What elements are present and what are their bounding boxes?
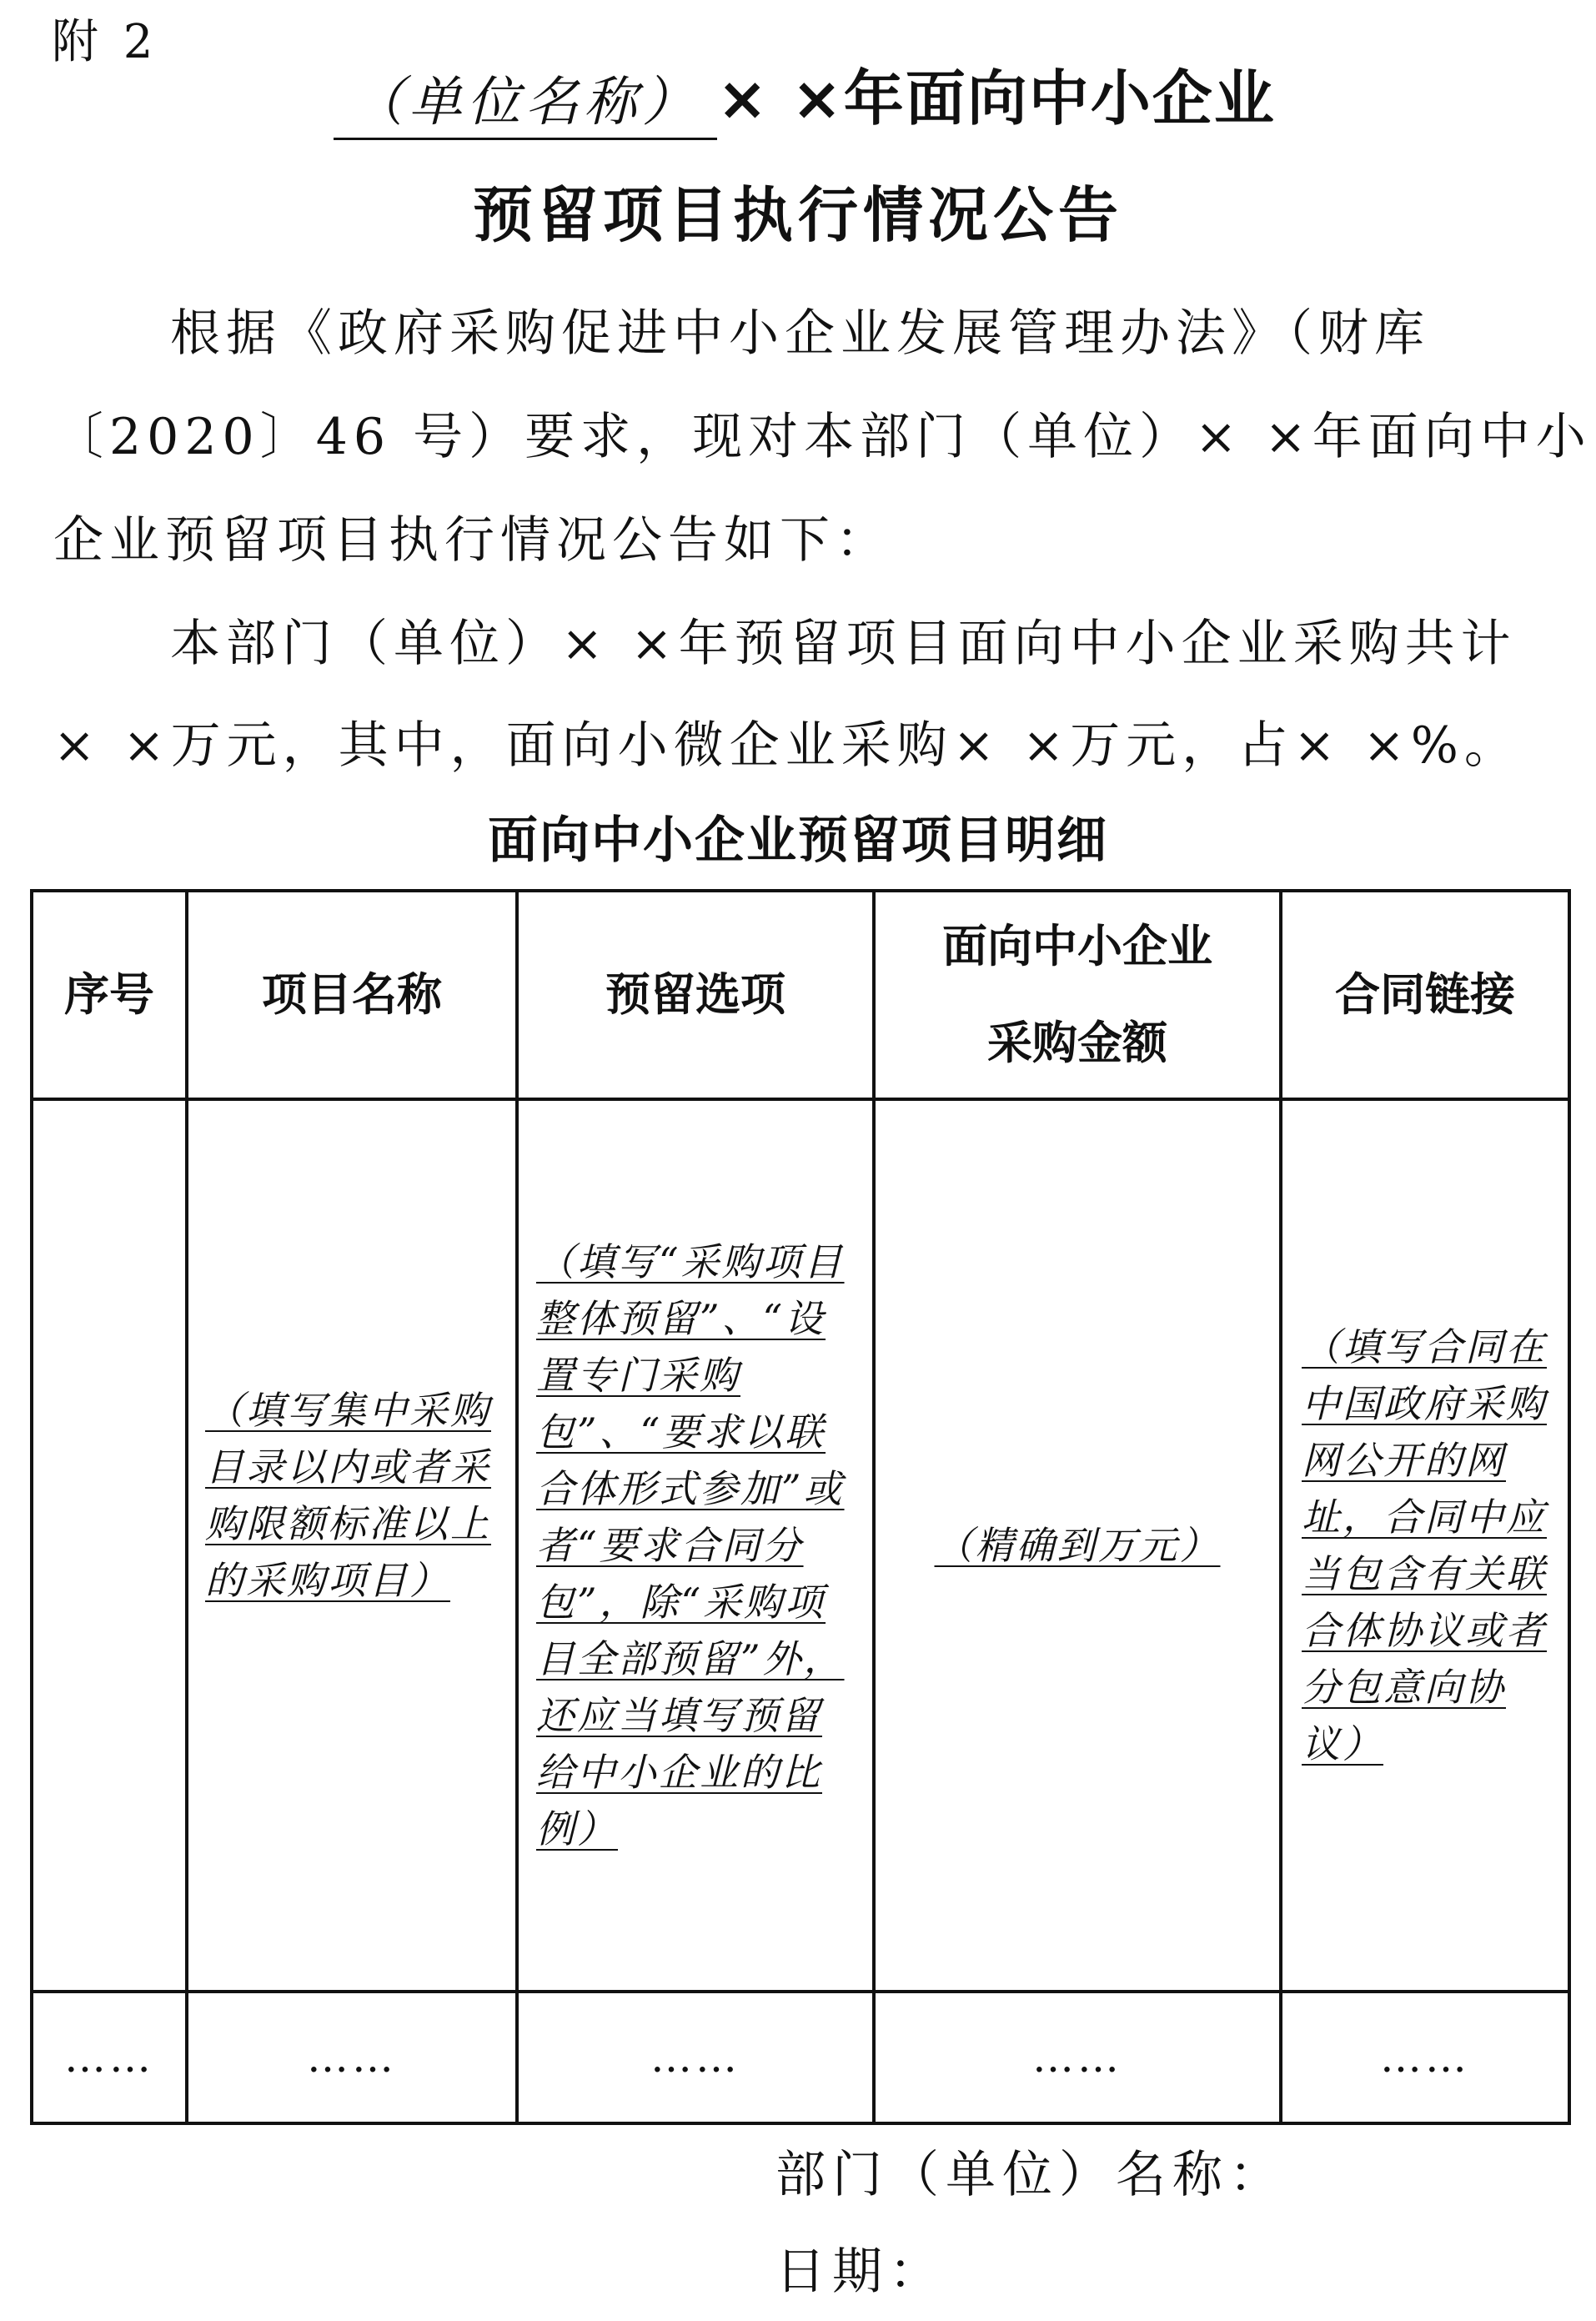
amount-hint: （精确到万元） bbox=[934, 1523, 1221, 1568]
intro-line-5: × ×万元，其中，面向小微企业采购× ×万元，占× ×%。 bbox=[53, 716, 1520, 775]
ellipsis-cell: …… bbox=[1281, 1992, 1569, 2123]
cell-reserve-option bbox=[517, 1099, 874, 1992]
header-contract-link: 合同链接 bbox=[1281, 891, 1569, 1099]
header-amount-line-2: 采购金额 bbox=[987, 1017, 1167, 1069]
unit-name-placeholder: （单位名称） bbox=[334, 59, 717, 140]
date-label: 日期： bbox=[775, 2243, 946, 2301]
intro-line-4: 本部门（单位）× ×年预留项目面向中小企业采购共计 bbox=[170, 615, 1517, 673]
ellipsis-cell: …… bbox=[32, 1992, 187, 2123]
reserve-option-hint: （填写“采购项目整体预留”、“设置专门采购包”、“要求以联合体形式参加”或者“要求合同分包”，除“采购项目全部预留”外，还应当填写预留给中小企业的比例） bbox=[536, 1239, 845, 1851]
contract-link-hint: （填写合同在中国政府采购网公开的网址，合同中应当包含有关联合体协议或者分包意向协议） bbox=[1302, 1324, 1547, 1766]
ellipsis-cell: …… bbox=[187, 1992, 517, 2123]
intro-line-3: 企业预留项目执行情况公告如下： bbox=[53, 511, 891, 570]
ellipsis-cell: …… bbox=[517, 1992, 874, 2123]
cell-seq bbox=[32, 1099, 187, 1992]
cell-contract-link bbox=[1281, 1099, 1569, 1992]
header-reserve-option: 预留选项 bbox=[517, 891, 874, 1099]
cell-amount bbox=[874, 1099, 1281, 1992]
table-title: 面向中小企业预留项目明细 bbox=[488, 811, 1108, 870]
intro-line-2: 〔2020〕46 号）要求，现对本部门（单位）× ×年面向中小 bbox=[53, 408, 1592, 466]
table-row-ellipsis bbox=[32, 1992, 1569, 2123]
attachment-label: 附 2 bbox=[52, 15, 158, 69]
reserved-projects-table bbox=[30, 889, 1571, 2125]
title-line-1 bbox=[334, 57, 1276, 140]
title-line-1-rest: × ×年面向中小企业 bbox=[717, 63, 1276, 133]
title-line-2: 预留项目执行情况公告 bbox=[472, 180, 1123, 250]
project-name-hint: （填写集中采购目录以内或者采购限额标准以上的采购项目） bbox=[205, 1388, 491, 1603]
cell-project-name bbox=[187, 1099, 517, 1992]
header-amount bbox=[874, 891, 1281, 1099]
intro-line-1: 根据《政府采购促进中小企业发展管理办法》（财库 bbox=[170, 304, 1430, 363]
header-amount-line-1: 面向中小企业 bbox=[942, 920, 1212, 972]
department-name-label: 部门（单位）名称： bbox=[775, 2146, 1286, 2204]
table-header-row bbox=[32, 891, 1569, 1099]
header-project-name: 项目名称 bbox=[187, 891, 517, 1099]
ellipsis-cell: …… bbox=[874, 1992, 1281, 2123]
table-row bbox=[32, 1099, 1569, 1992]
header-seq: 序号 bbox=[32, 891, 187, 1099]
